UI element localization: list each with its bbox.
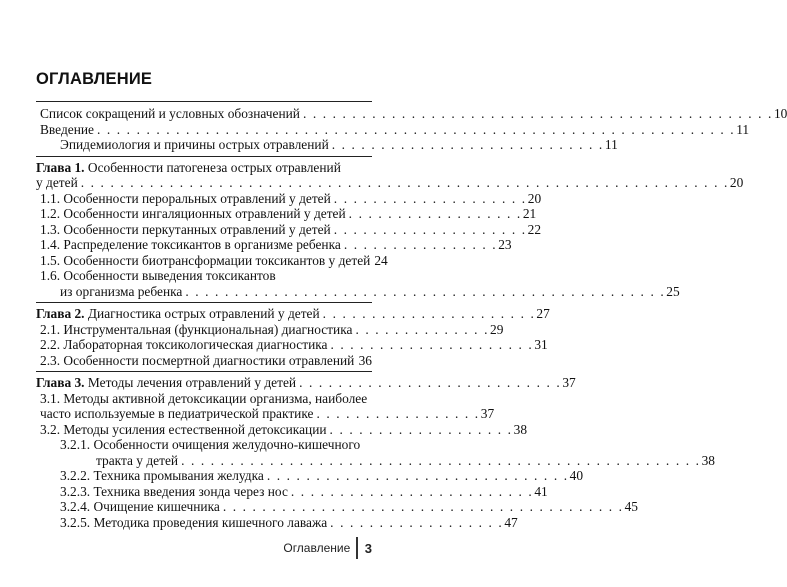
running-footer-label: Оглавление [283,541,351,555]
leader-dots: . . . . . . . . . . . . . . . . . . . . . . . . . [290,483,534,499]
leader-dots: . . . . . . . . . . . . . . . . . [316,406,480,421]
page-number: 20 [527,190,542,206]
chapter-label: Глава 1. [36,159,85,175]
chapter-label: Глава 2. [36,306,85,321]
leader-dots: . . . . . . . . . . . . . . . . . . . . [333,190,527,206]
leader-dots: . . . . . . . . . . . . . . . . . . . . . . . . . . . . . . . . . . . . . . . . . . . . . . . . . . . . . [181,452,701,468]
toc-entry-3-2-4[interactable]: 3.2.4. Очищение кишечника . . . . . . . . . . . . . . . . . . . . . . . . . . . . . . . . . . . . . . . . . 45 [60,499,638,514]
page-number: 45 [624,499,638,514]
toc-entry-3-2-3[interactable]: 3.2.3. Техника введения зонда через нос . . . . . . . . . . . . . . . . . . . . . . . . . 41 [60,483,548,499]
toc-entry-chapter-1[interactable]: Глава 1. Особенности патогенеза острых отравлений у детей . . . . . . . . . . . . . . . . . . . . . . . . . . . . . . . . . . . . . . . . . . . . . . . . . . . . . . . . . . . . . . . . . . 20 [36,159,744,190]
leader-dots: . . . . . . . . . . . . . . . . . . . . . . [322,306,536,321]
toc-entry-1-5[interactable]: 1.5. Особенности биотрансформации токсикантов у детей 24 [40,252,388,268]
toc-entry-2-3[interactable]: 2.3. Особенности посмертной диагностики отравлений 36 [40,352,372,368]
toc-entry-2-2[interactable]: 2.2. Лабораторная токсикологическая диагностика . . . . . . . . . . . . . . . . . . . . . 31 [40,337,548,352]
toc-entry-3-2-2[interactable]: 3.2.2. Техника промывания желудка . . . . . . . . . . . . . . . . . . . . . . . . . . . . . . . 40 [60,468,584,483]
toc-entry-chapter-3[interactable]: Глава 3. Методы лечения отравлений у детей . . . . . . . . . . . . . . . . . . . . . . . . . . . 37 [36,375,576,390]
page-number: 11 [604,137,618,152]
page-number: 41 [534,483,548,499]
toc-entry-abbreviations[interactable]: Список сокращений и условных обозначений . . . . . . . . . . . . . . . . . . . . . . . . . . . . . . . . . . . . . . . . . . . . . . . . 10 [40,106,787,121]
page-number: 11 [736,121,750,137]
leader-dots: . . . . . . . . . . . . . . [355,321,490,337]
leader-dots: . . . . . . . . . . . . . . . . . . . . . . . . . . . . [331,137,604,152]
page-number: 31 [534,337,548,352]
leader-dots: . . . . . . . . . . . . . . . . . . [348,206,522,221]
page-number: 36 [358,352,372,368]
page-number: 27 [536,306,550,321]
table-of-contents [36,101,787,530]
page-number: 47 [504,514,518,530]
toc-entry-epidemiology[interactable]: Эпидемиология и причины острых отравлений . . . . . . . . . . . . . . . . . . . . . . . . . . . . 11 [60,137,618,152]
toc-entry-2-1[interactable]: 2.1. Инструментальная (функциональная) диагностика . . . . . . . . . . . . . . 29 [40,321,504,337]
page-number: 22 [527,221,542,237]
toc-entry-3-1[interactable]: 3.1. Методы активной детоксикации организма, наиболее часто используемые в педиатрической практике . . . . . . . . . . . . . . . . . 37 [40,390,495,421]
page-number: 29 [490,321,504,337]
toc-entry-1-3[interactable]: 1.3. Особенности перкутанных отравлений у детей . . . . . . . . . . . . . . . . . . . . 22 [40,221,542,237]
toc-entry-1-4[interactable]: 1.4. Распределение токсикантов в организме ребенка . . . . . . . . . . . . . . . . 23 [40,237,512,252]
page-title: ОГЛАВЛЕНИЕ [36,70,153,88]
page-number: 38 [701,452,715,468]
leader-dots: . . . . . . . . . . . . . . . . . . . . . . . . . . . . . . . [266,468,569,483]
leader-dots: . . . . . . . . . . . . . . . . [343,237,498,252]
chapter-label: Глава 3. [36,375,85,390]
toc-entry-1-1[interactable]: 1.1. Особенности пероральных отравлений у детей . . . . . . . . . . . . . . . . . . . . 20 [40,190,542,206]
leader-dots: . . . . . . . . . . . . . . . . . . . . . [330,337,534,352]
leader-dots: . . . . . . . . . . . . . . . . . . . . . . . . . . . . . . . . . . . . . . . . . . . . . . . . [302,106,773,121]
page-number: 37 [480,406,495,421]
folio-page-number: 3 [364,540,372,556]
toc-entry-chapter-2[interactable]: Глава 2. Диагностика острых отравлений у детей . . . . . . . . . . . . . . . . . . . . . . 27 [36,306,550,321]
toc-entry-3-2[interactable]: 3.2. Методы усиления естественной детоксикации . . . . . . . . . . . . . . . . . . . 38 [40,421,528,437]
leader-dots: . . . . . . . . . . . . . . . . . . [330,514,504,530]
leader-dots: . . . . . . . . . . . . . . . . . . . [329,421,513,437]
leader-dots: . . . . . . . . . . . . . . . . . . . . . . . . . . . [299,375,562,390]
leader-dots: . . . . . . . . . . . . . . . . . . . . . . . . . . . . . . . . . . . . . . . . . . . . . . . . . . . . . . . . . . . . . . . . . . [80,175,729,190]
page-number: 24 [374,252,388,268]
page-number: 20 [729,175,744,190]
toc-entry-1-6[interactable]: 1.6. Особенности выведения токсикантов из организма ребенка . . . . . . . . . . . . . . . . . . . . . . . . . . . . . . . . . . . . . . . . . . . . . . . . . 25 [40,268,680,299]
page-footer [283,537,372,559]
toc-entry-3-2-5[interactable]: 3.2.5. Методика проведения кишечного лаважа . . . . . . . . . . . . . . . . . . 47 [60,514,518,530]
page-number: 38 [513,421,528,437]
page-number: 40 [569,468,584,483]
toc-entry-1-2[interactable]: 1.2. Особенности ингаляционных отравлений у детей . . . . . . . . . . . . . . . . . . 21 [40,206,537,221]
page-number: 37 [562,375,576,390]
page-number: 23 [498,237,512,252]
toc-entry-introduction[interactable]: Введение . . . . . . . . . . . . . . . . . . . . . . . . . . . . . . . . . . . . . . . . . . . . . . . . . . . . . . . . . . . . . . . . . 11 [40,121,750,137]
leader-dots: . . . . . . . . . . . . . . . . . . . . [333,221,527,237]
leader-dots: . . . . . . . . . . . . . . . . . . . . . . . . . . . . . . . . . . . . . . . . . [222,499,624,514]
footer-divider [356,537,358,559]
leader-dots: . . . . . . . . . . . . . . . . . . . . . . . . . . . . . . . . . . . . . . . . . . . . . . . . . [185,283,666,299]
page-number: 21 [522,206,537,221]
leader-dots: . . . . . . . . . . . . . . . . . . . . . . . . . . . . . . . . . . . . . . . . . . . . . . . . . . . . . . . . . . . . . . . . . [96,121,736,137]
top-rule [36,101,372,102]
toc-entry-3-2-1[interactable]: 3.2.1. Особенности очищения желудочно-кишечного тракта у детей . . . . . . . . . . . . . . . . . . . . . . . . . . . . . . . . . . . . . . . . . . . . . . . . . . . . . 38 [60,437,715,468]
page-number: 25 [666,283,680,299]
page-number: 10 [773,106,787,121]
